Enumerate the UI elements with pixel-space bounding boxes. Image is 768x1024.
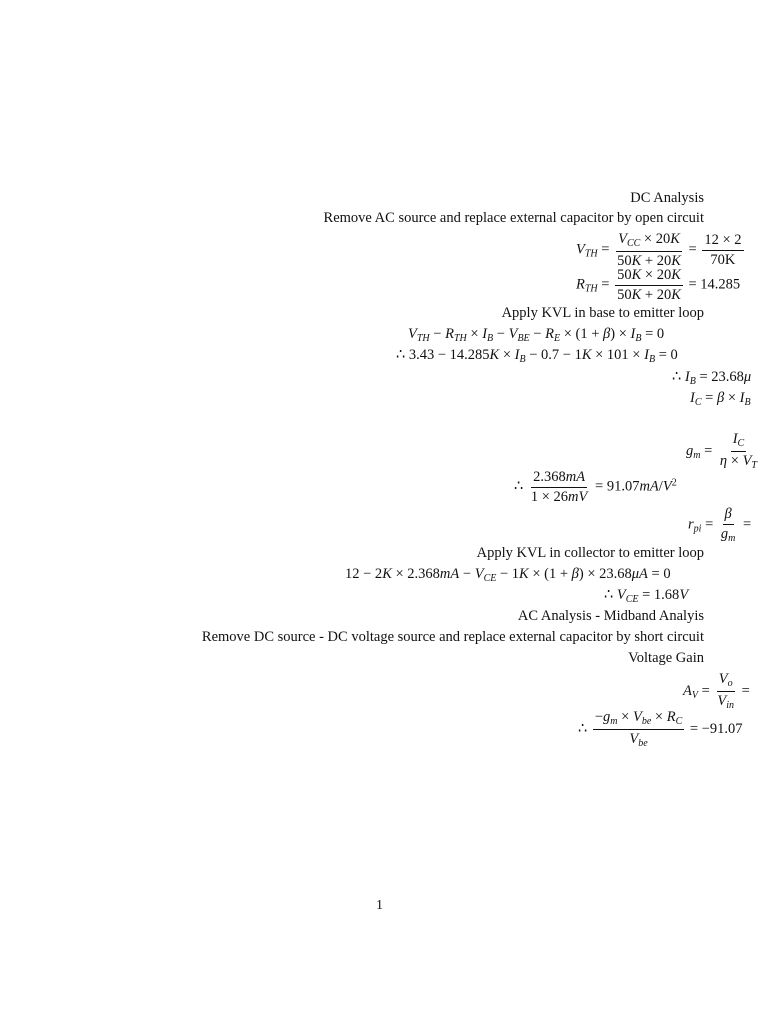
apply-kvl-collector-text: Apply KVL in collector to emitter loop (476, 545, 704, 561)
apply-kvl-base-text: Apply KVL in base to emitter loop (501, 305, 704, 321)
voltage-gain-heading: Voltage Gain (628, 650, 704, 666)
gm-fraction: $\frac{I_C}{\eta \times V_T}$ (719, 431, 757, 471)
ib-result: ∴ $I_B = 23.68\mu$ (672, 369, 752, 387)
rpi-equation: $r_{pi}$ = $\frac{\beta}{g_m}$ = (688, 506, 752, 544)
kvl-base-numeric: ∴ $3.43 - 14.285K \times I_B - 0.7 - 1K \times 101 \times I_B = 0$ (396, 347, 678, 365)
av-calculation: ∴ $\frac{-g_m \times V_{be} \times R_C}{V_{be}}$ = −91.07 (578, 709, 743, 749)
remove-ac-text: Remove AC source and replace external capacitor by open circuit (323, 210, 704, 226)
kvl-collector-equation: $12 - 2K \times 2.368mA - V_{CE} - 1K \times (1 + \beta) \times 23.68\mu A = 0$ (345, 566, 671, 584)
ic-equation: $I_C = \beta \times I_B$ (690, 390, 751, 408)
rth-equation: $R_{TH}$ = $\frac{50K \times 20K}{50K + 20K}$ = 14.285 (576, 267, 741, 303)
vth-rhs-fraction: $\frac{12 \times 2}{70K}$ (704, 232, 742, 268)
remove-dc-text: Remove DC source - DC voltage source and replace external capacitor by short circuit (201, 629, 704, 645)
vth-equation: $V_{TH}$ = $\frac{V_{CC} \times 20K}{50K + 20K}$ = $\frac{12 \times 2}{70K}$ (576, 231, 742, 269)
av-calc-fraction: $\frac{-g_m \times V_{be} \times R_C}{V_{be}}$ (594, 709, 683, 749)
av-fraction: $\frac{V_o}{V_{in}}$ (717, 671, 735, 711)
dc-analysis-heading: DC Analysis (630, 190, 704, 206)
av-equation: $A_V$ = $\frac{V_o}{V_{in}}$ = (683, 671, 750, 711)
gm-calc-fraction: $\frac{2.368mA}{1 \times 26mV}$ (530, 469, 588, 505)
rth-fraction: $\frac{50K \times 20K}{50K + 20K}$ (617, 267, 681, 303)
kvl-base-equation: $V_{TH} - R_{TH} \times I_B - V_{BE} - R_E \times (1 + \beta) \times I_B = 0$ (408, 326, 665, 344)
vth-fraction: $\frac{V_{CC} \times 20K}{50K + 20K}$ (617, 231, 681, 269)
gm-calculation: ∴ $\frac{2.368mA}{1 \times 26mV}$ = $91.07mA/V^2$ (514, 469, 677, 505)
vce-result: ∴ $V_{CE} = 1.68V$ (604, 587, 689, 605)
gm-equation: $g_m$ = $\frac{I_C}{\eta \times V_T}$ (686, 431, 757, 471)
rpi-fraction: $\frac{\beta}{g_m}$ (720, 506, 736, 544)
ac-analysis-heading: AC Analysis - Midband Analyis (517, 608, 704, 624)
page-number: 1 (376, 898, 383, 913)
